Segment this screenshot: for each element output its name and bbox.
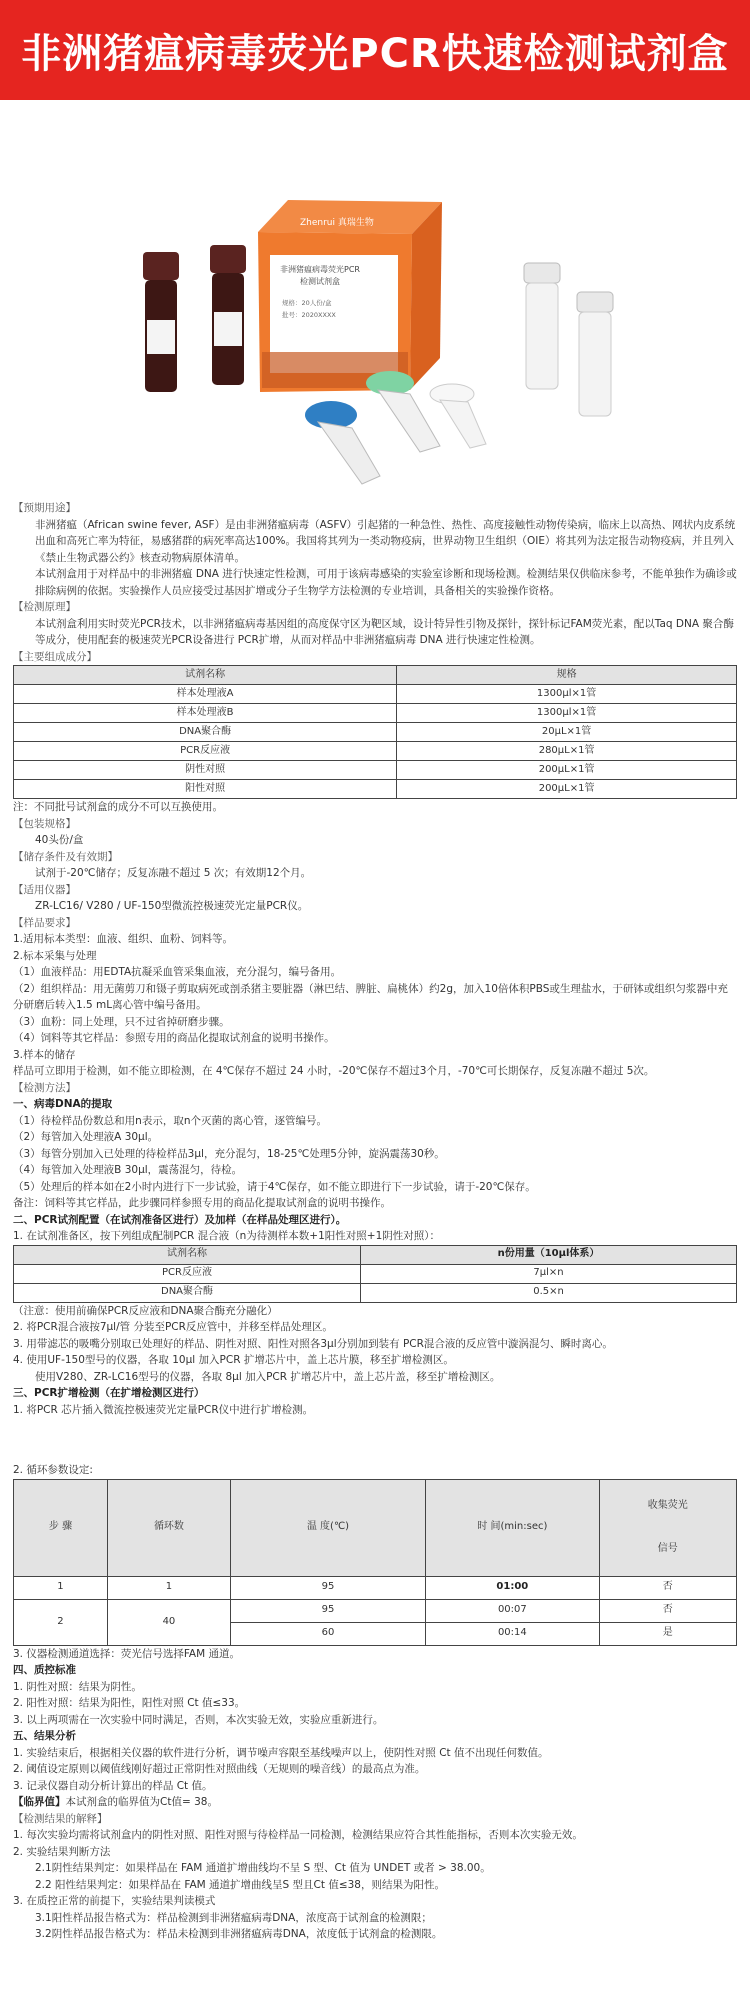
- storage-p: 试剂于-20℃储存；反复冻融不超过 5 次；有效期12个月。: [35, 867, 312, 879]
- t1-cell: 1300μl×1管: [397, 704, 737, 723]
- table-row: [14, 704, 737, 723]
- t3-header-fluor-1: 收集荧光: [647, 1500, 688, 1511]
- sample-2b: （2）组织样品：用无菌剪刀和镊子剪取病死或剖杀猪主要脏器（淋巴结、脾脏、扁桃体）约2g，加入10倍体积PBS或生理盐水，于研钵或组织匀浆器中充分研磨后转入1.5 mL离心管中编号备用。: [13, 982, 728, 1011]
- method-1d: （4）每管加入处理液B 30μl，震荡混匀，待检。: [13, 1164, 243, 1176]
- table-row: [14, 780, 737, 799]
- method-1b: （2）每管加入处理液A 30μl。: [13, 1131, 159, 1143]
- components-table: [13, 665, 737, 799]
- pcr-mix-table: [13, 1245, 737, 1303]
- interp-3a: 3.1阳性样品报告格式为：样品检测到非洲猪瘟病毒DNA，浓度高于试剂盒的检测限；: [35, 1911, 432, 1924]
- sample-3p: 样品可立即用于检测，如不能立即检测，在 4℃保存不超过 24 小时，-20℃保存不超过3个月，-70℃可长期保存，反复冻融不超过 5次。: [13, 1065, 655, 1077]
- method-3b: 2. 循环参数设定:: [13, 1464, 93, 1476]
- t3-cell: 00:07: [426, 1599, 600, 1622]
- table-row: [14, 1599, 737, 1622]
- t3-header-temp: 温 度(℃): [230, 1479, 425, 1576]
- sample-2a: （1）血液样品：用EDTA抗凝采血管采集血液，充分混匀，编号备用。: [13, 966, 342, 978]
- t3-cell: 01:00: [426, 1576, 600, 1599]
- t3-header-time: 时 间(min:sec): [426, 1479, 600, 1576]
- method-1-note: 备注：饲料等其它样品，此步骤同样参照专用的商品化提取试剂盒的说明书操作。: [13, 1197, 391, 1209]
- interp-3b: 3.2阴性样品报告格式为：样品未检测到非洲猪瘟病毒DNA，浓度低于试剂盒的检测限。: [35, 1928, 443, 1940]
- vial-label-1: [147, 320, 175, 354]
- qc-3: 3. 以上两项需在一次实验中同时满足，否则，本次实验无效，实验应重新进行。: [13, 1713, 384, 1726]
- qc-heading: 四、质控标准: [13, 1664, 76, 1676]
- t1-cell: 200μL×1管: [397, 761, 737, 780]
- method-2b: 2. 将PCR混合液按7μl/管 分装至PCR反应管中，并移至样品处理区。: [13, 1321, 333, 1333]
- pack-heading: 【包装规格】: [13, 817, 76, 830]
- t2-cell: 0.5×n: [361, 1283, 737, 1302]
- tube-body-blue: [318, 422, 380, 484]
- cycle-table: [13, 1479, 737, 1646]
- method-2c: 3. 用带滤芯的吸嘴分别取已处理好的样品、阴性对照、阳性对照各3μl分别加到装有 PCR混合液的反应管中漩涡混匀、瞬时离心。: [13, 1337, 613, 1350]
- t3-cell: 否: [599, 1576, 736, 1599]
- box-top: [258, 200, 442, 234]
- sample-1: 1.适用标本类型：血液、组织、血粉、饲料等。: [13, 933, 234, 945]
- method-3: 三、PCR扩增检测（在扩增检测区进行）: [13, 1387, 205, 1399]
- sample-2c: （3）血粉：同上处理，只不过省掉研磨步骤。: [13, 1015, 230, 1028]
- t3-cell: 是: [599, 1622, 736, 1645]
- sample-heading: 【样品要求】: [13, 916, 76, 929]
- t3-cell: 2: [14, 1599, 108, 1645]
- instructions: [0, 498, 750, 1943]
- interp-2b: 2.2 阳性结果判定：如果样品在 FAM 通道扩增曲线呈S 型且Ct 值≤38，则结果为阳性。: [35, 1878, 445, 1891]
- method-2-note: （注意：使用前确保PCR反应液和DNA聚合酶充分融化）: [13, 1304, 278, 1317]
- table-row: [14, 761, 737, 780]
- method-3a: 1. 将PCR 芯片插入微流控极速荧光定量PCR仪中进行扩增检测。: [13, 1403, 314, 1416]
- sample-2d: （4）饲料等其它样品：参照专用的商品化提取试剂盒的说明书操作。: [13, 1032, 335, 1044]
- product-illustration: [0, 100, 750, 498]
- t1-cell: 阳性对照: [14, 780, 397, 799]
- t1-header-spec: 规格: [397, 666, 737, 685]
- box-text-4: 批号：2020XXXX: [282, 311, 336, 319]
- t3-header-cycles: 循环数: [107, 1479, 230, 1576]
- t1-cell: 280μL×1管: [397, 742, 737, 761]
- t1-header-name: 试剂名称: [14, 666, 397, 685]
- interp-heading: 【检测结果的解释】: [13, 1812, 108, 1825]
- cutoff-line: [13, 1794, 737, 1811]
- method-1a: （1）待检样品份数总和用n表示，取n个灭菌的离心管，逐管编号。: [13, 1114, 327, 1127]
- t3-cell: 1: [107, 1576, 230, 1599]
- box-text-3: 规格：20人份/盒: [282, 299, 332, 307]
- t3-header-fluor-2: 信号: [657, 1542, 678, 1554]
- table-row: [14, 742, 737, 761]
- t1-cell: 样本处理液B: [14, 704, 397, 723]
- t2-cell: PCR反应液: [14, 1264, 361, 1283]
- t1-cell: 20μL×1管: [397, 723, 737, 742]
- method-1e: （5）处理后的样本如在2小时内进行下一步试验，请于4℃保存，如不能立即进行下一步试验，请于-20℃保存。: [13, 1180, 536, 1193]
- vial-cap-4: [577, 292, 613, 312]
- t3-cell: 1: [14, 1576, 108, 1599]
- method-3c: 3. 仪器检测通道选择：荧光信号选择FAM 通道。: [13, 1647, 241, 1660]
- purpose-p1: 非洲猪瘟（African swine fever, ASF）是由非洲猪瘟病毒（ASFV）引起猪的一种急性、热性、高度接触性动物传染病，临床上以高热、网状内皮系统出血和高死亡率为特征，易感猪群的病死率高达100%。我国将其列为一类动物疫病，世界动物卫生组织（OIE）将其列为法定报告动物疫病，并且列入《禁止生物武器公约》核查动物病原体清单。: [35, 518, 736, 564]
- instrument-heading: 【适用仪器】: [13, 883, 76, 896]
- pack-p: 40头份/盒: [35, 834, 84, 846]
- storage-heading: 【储存条件及有效期】: [13, 850, 118, 863]
- t3-header-fluor: [599, 1479, 736, 1576]
- table-row: [14, 1283, 737, 1302]
- t3-cell: 否: [599, 1599, 736, 1622]
- purpose-p2: 本试剂盒用于对样品中的非洲猪瘟 DNA 进行快速定性检测，可用于该病毒感染的实验室诊断和现场检测。检测结果仅供临床参考，不能单独作为确诊或排除病例的依据。实验操作人员应接受过基因扩增或分子生物学方法检测的专业培训，具备相关的实验操作资格。: [35, 568, 737, 597]
- method-2a: 1. 在试剂准备区，按下列组成配制PCR 混合液（n为待测样本数+1阳性对照+1阴性对照）：: [13, 1230, 441, 1242]
- t2-cell: 7μl×n: [361, 1264, 737, 1283]
- t2-header-name: 试剂名称: [14, 1245, 361, 1264]
- t3-header-step: 步 骤: [14, 1479, 108, 1576]
- t2-cell: DNA聚合酶: [14, 1283, 361, 1302]
- sample-3: 3.样本的储存: [13, 1048, 76, 1061]
- result-3: 3. 记录仪器自动分析计算出的样品 Ct 值。: [13, 1779, 213, 1792]
- t2-header-dose: n份用量（10μl体系）: [361, 1245, 737, 1264]
- method-2d: 4. 使用UF-150型号的仪器，各取 10μl 加入PCR 扩增芯片中，盖上芯片膜，移至扩增检测区。: [13, 1354, 454, 1366]
- vial-body-3: [526, 283, 558, 389]
- method-1: 一、病毒DNA的提取: [13, 1098, 113, 1110]
- vial-label-2: [214, 312, 242, 346]
- vial-cap-2: [210, 245, 246, 273]
- components-note: 注：不同批号试剂盒的成分不可以互换使用。: [13, 801, 223, 813]
- t1-cell: PCR反应液: [14, 742, 397, 761]
- method-2e: 使用V280、ZR-LC16型号的仪器，各取 8μl 加入PCR 扩增芯片中，盖上芯片盖，移至扩增检测区。: [35, 1370, 501, 1383]
- box-text-1: 非洲猪瘟病毒荧光PCR: [280, 265, 360, 274]
- box-text-2: 检测试剂盒: [300, 277, 340, 286]
- instrument-p: ZR-LC16/ V280 / UF-150型微流控极速荧光定量PCR仪。: [35, 900, 309, 912]
- method-2: 二、PCR试剂配置（在试剂准备区进行）及加样（在样品处理区进行）。: [13, 1213, 347, 1226]
- product-photo: [0, 100, 750, 498]
- purpose-heading: 【预期用途】: [13, 502, 76, 514]
- result-heading: 五、结果分析: [13, 1730, 76, 1742]
- interp-2a: 2.1阴性结果判定：如果样品在 FAM 通道扩增曲线均不呈 S 型、Ct 值为 UNDET 或者 > 38.00。: [35, 1862, 491, 1874]
- t1-cell: 阴性对照: [14, 761, 397, 780]
- t3-cell: 00:14: [426, 1622, 600, 1645]
- table-row: [14, 685, 737, 704]
- t1-cell: 1300μl×1管: [397, 685, 737, 704]
- banner-title: 非洲猪瘟病毒荧光PCR快速检测试剂盒: [0, 0, 750, 100]
- t3-cell: 40: [107, 1599, 230, 1645]
- principle-p: 本试剂盒利用实时荧光PCR技术，以非洲猪瘟病毒基因组的高度保守区为靶区域，设计特异性引物及探针，探针标记FAM荧光素，配以Taq DNA 聚合酶等成分，使用配套的极速荧光PCR设备进行 PCR扩增，从而对样品中非洲猪瘟病毒 DNA 进行快速定性检测。: [35, 617, 734, 646]
- principle-heading: 【检测原理】: [13, 601, 76, 613]
- qc-2: 2. 阳性对照：结果为阳性，阳性对照 Ct 值≤33。: [13, 1697, 246, 1709]
- tube-body-green: [378, 390, 440, 452]
- t3-cell: 95: [230, 1599, 425, 1622]
- method-1c: （3）每管分别加入已处理的待检样品3μl，充分混匀，18-25℃处理5分钟，旋涡震荡30秒。: [13, 1147, 445, 1160]
- t3-cell: 60: [230, 1622, 425, 1645]
- vial-cap-1: [143, 252, 179, 280]
- t1-cell: DNA聚合酶: [14, 723, 397, 742]
- qc-1: 1. 阴性对照：结果为阴性。: [13, 1680, 142, 1693]
- table-row: [14, 1264, 737, 1283]
- method-heading: 【检测方法】: [13, 1081, 76, 1094]
- vial-body-4: [579, 312, 611, 416]
- components-heading: 【主要组成成分】: [13, 650, 97, 663]
- tube-body-clear: [440, 400, 486, 448]
- t3-cell: 95: [230, 1576, 425, 1599]
- table-row: [14, 723, 737, 742]
- sample-2: 2.标本采集与处理: [13, 949, 97, 962]
- interp-2: 2. 实验结果判断方法: [13, 1845, 111, 1858]
- table-row: [14, 1576, 737, 1599]
- cutoff-label: 【临界值】: [13, 1796, 66, 1808]
- box-brand: Zhenrui 真瑞生物: [300, 218, 374, 228]
- vial-cap-3: [524, 263, 560, 283]
- interp-1: 1. 每次实验均需将试剂盒内的阴性对照、阳性对照与待检样品一同检测，检测结果应符合其性能指标，否则本次实验无效。: [13, 1829, 583, 1841]
- t1-cell: 200μL×1管: [397, 780, 737, 799]
- cutoff-value: 本试剂盒的临界值为Ct值= 38。: [65, 1796, 218, 1808]
- interp-3: 3. 在质控正常的前提下，实验结果判读模式: [13, 1895, 216, 1907]
- result-1: 1. 实验结束后，根据相关仪器的软件进行分析，调节噪声容限至基线噪声以上，使阴性对照 Ct 值不出现任何数值。: [13, 1746, 549, 1759]
- result-2: 2. 阈值设定原则以阈值线刚好超过正常阴性对照曲线（无规则的噪音线）的最高点为准。: [13, 1763, 426, 1775]
- t1-cell: 样本处理液A: [14, 685, 397, 704]
